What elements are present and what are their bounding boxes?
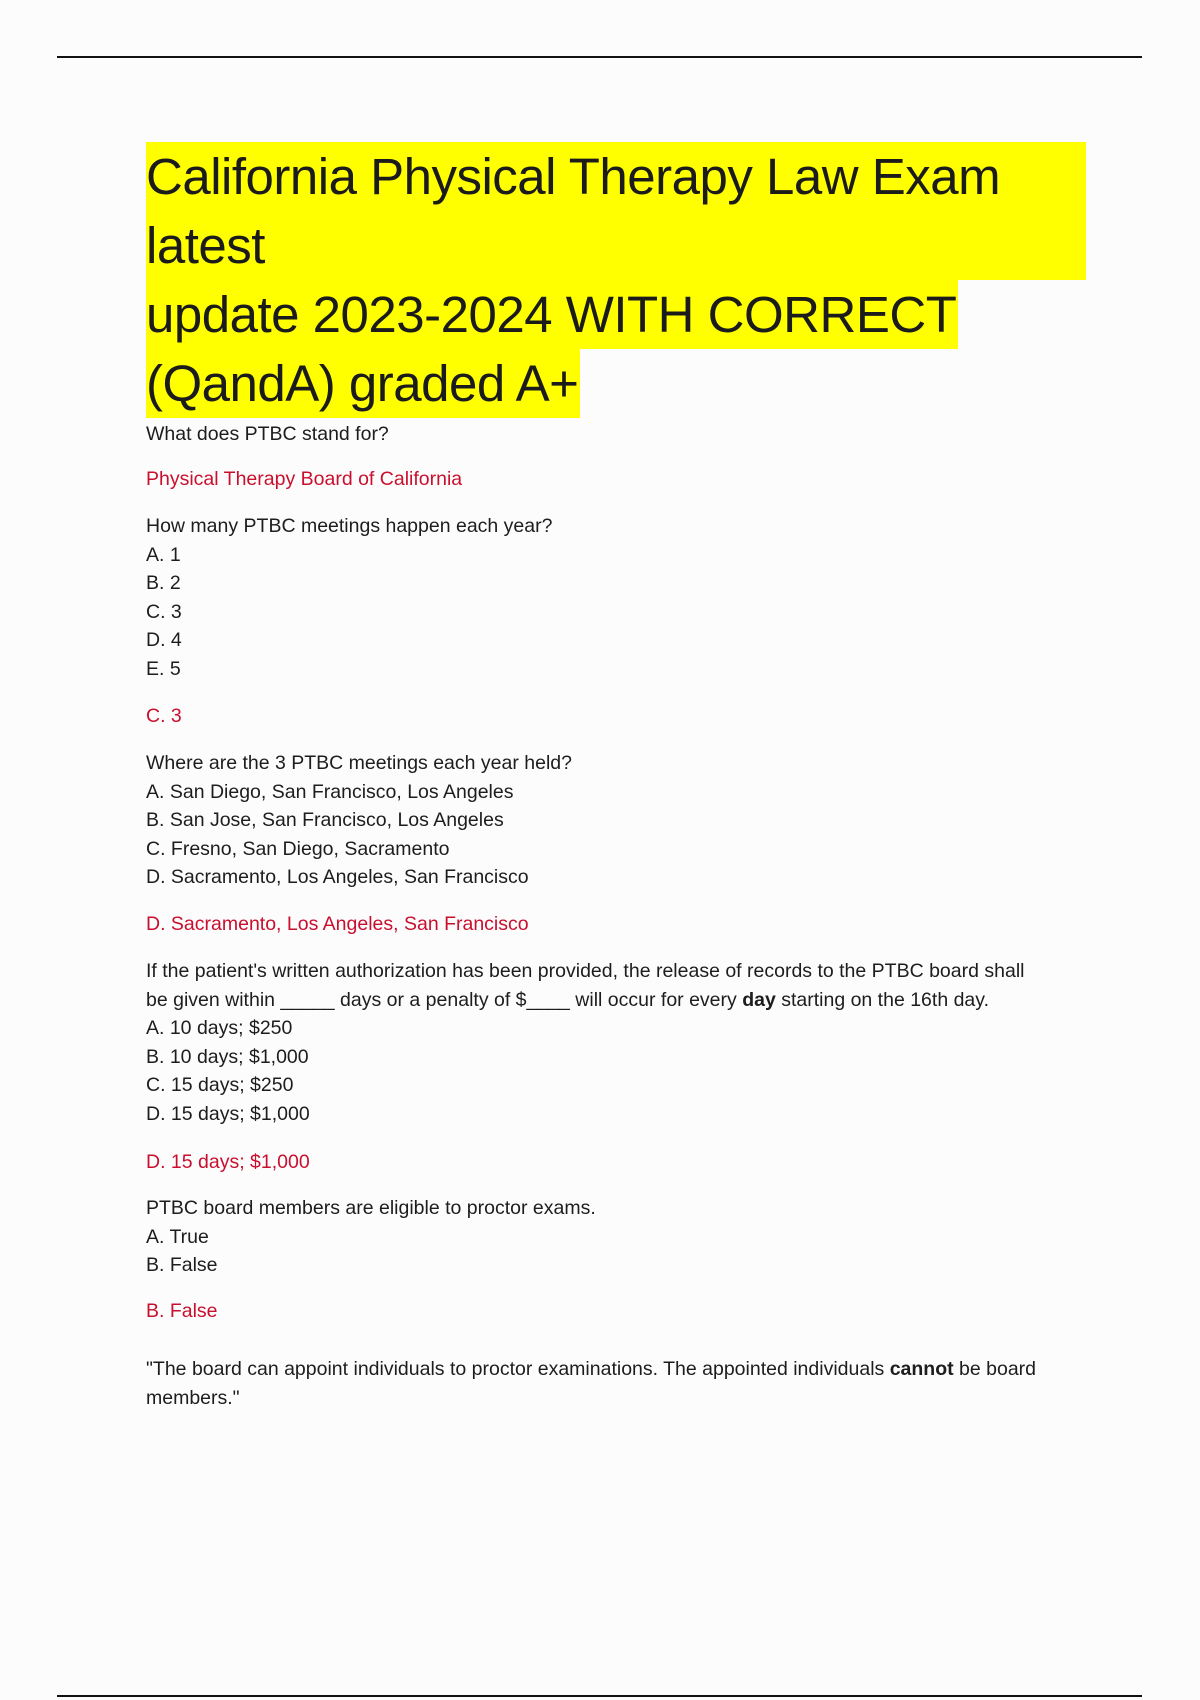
- top-rule: [57, 56, 1142, 58]
- title-line-1: California Physical Therapy Law Exam latest: [146, 142, 1086, 280]
- option: D. Sacramento, Los Angeles, San Francisco: [146, 866, 529, 888]
- question-4: [146, 957, 1024, 1128]
- option: C. 15 days; $250: [146, 1074, 294, 1096]
- explanation-line-1: [146, 1355, 1036, 1384]
- option: A. 1: [146, 543, 181, 566]
- option: A. True: [146, 1225, 209, 1248]
- option: B. 2: [146, 572, 181, 594]
- option: C. Fresno, San Diego, Sacramento: [146, 837, 450, 860]
- explanation-line-2: members.": [146, 1386, 240, 1409]
- question-1: What does PTBC stand for?: [146, 423, 389, 445]
- answer-4: D. 15 days; $1,000: [146, 1151, 310, 1173]
- answer-2: C. 3: [146, 705, 182, 727]
- question-4-line-1: If the patient's written authorization has been provided, the release of records to the PTBC board shall: [146, 960, 1025, 982]
- title-line-2: update 2023-2024 WITH CORRECT: [146, 280, 958, 349]
- option: D. 4: [146, 629, 182, 651]
- option: C. 3: [146, 600, 182, 623]
- option: B. False: [146, 1254, 218, 1276]
- answer-1: Physical Therapy Board of California: [146, 468, 463, 490]
- option: A. 10 days; $250: [146, 1017, 293, 1039]
- question-5-text: PTBC board members are eligible to proctor exams.: [146, 1197, 596, 1219]
- title-line-3: (QandA) graded A+: [146, 349, 580, 418]
- explanation-end: be board: [953, 1358, 1037, 1380]
- question-3: [146, 749, 572, 892]
- document-title: [146, 142, 1086, 418]
- option: E. 5: [146, 657, 181, 680]
- answer-3: D. Sacramento, Los Angeles, San Francisco: [146, 913, 529, 935]
- answer-5-explanation: [146, 1355, 1036, 1412]
- explanation-emphasis: cannot: [889, 1358, 954, 1380]
- question-2-text: How many PTBC meetings happen each year?: [146, 515, 553, 537]
- question-4-emphasis: day: [742, 988, 776, 1011]
- option: A. San Diego, San Francisco, Los Angeles: [146, 780, 514, 803]
- question-5: [146, 1194, 596, 1280]
- option: B. 10 days; $1,000: [146, 1045, 309, 1068]
- question-2: [146, 512, 552, 683]
- question-3-text: Where are the 3 PTBC meetings each year held?: [146, 752, 572, 774]
- question-4-line-2: [146, 986, 1024, 1015]
- bottom-rule: [57, 1695, 1142, 1697]
- option: B. San Jose, San Francisco, Los Angeles: [146, 809, 504, 831]
- explanation-start: "The board can appoint individuals to proctor examinations. The appointed individuals: [146, 1358, 890, 1380]
- question-4-line-2-end: starting on the 16th day.: [775, 988, 989, 1011]
- answer-5: B. False: [146, 1300, 218, 1322]
- option: D. 15 days; $1,000: [146, 1102, 310, 1125]
- question-4-line-2-start: be given within _____ days or a penalty of $____ will occur for every: [146, 988, 743, 1011]
